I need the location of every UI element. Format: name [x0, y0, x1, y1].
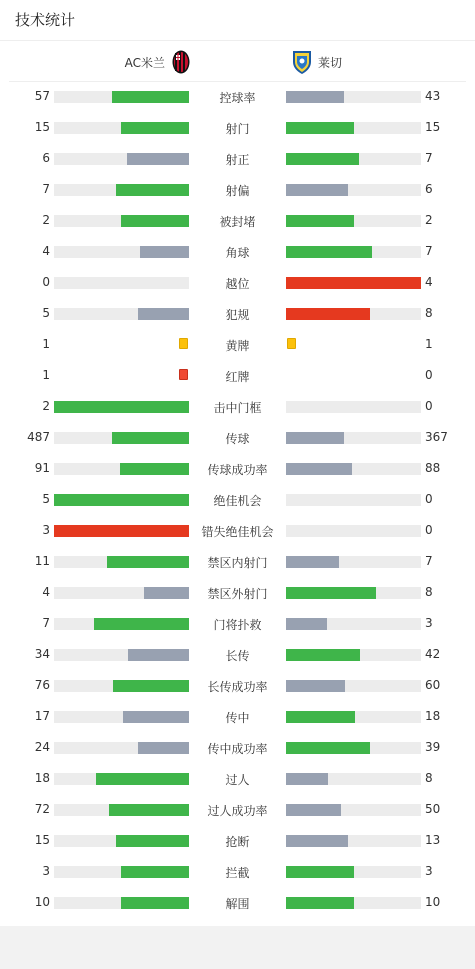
away-stat-value: 18 — [425, 709, 441, 723]
away-stat-value: 367 — [425, 430, 448, 444]
away-stat-bar — [286, 122, 421, 134]
home-stat-value: 3 — [42, 523, 50, 537]
away-stat-bar — [286, 711, 421, 723]
away-stat-bar — [286, 556, 421, 568]
stat-row — [0, 640, 475, 671]
home-stat-bar — [54, 91, 189, 103]
away-team-name: 莱切 — [318, 55, 343, 70]
yellow-card-icon — [179, 338, 188, 349]
away-stat-bar — [286, 91, 421, 103]
away-stat-value: 2 — [425, 213, 433, 227]
away-stat-value: 0 — [425, 399, 433, 413]
away-stat-bar — [286, 649, 421, 661]
home-stat-value: 17 — [34, 709, 50, 723]
away-stat-bar — [286, 215, 421, 227]
away-stat-bar-fill — [286, 91, 344, 103]
home-stat-bar — [54, 308, 189, 320]
home-stat-bar-fill — [138, 742, 189, 754]
home-stat-bar-fill — [127, 153, 189, 165]
stat-row — [0, 175, 475, 206]
stat-label: 传中 — [225, 711, 250, 725]
away-stat-bar — [286, 308, 421, 320]
home-stat-bar — [54, 618, 189, 630]
away-stat-bar-fill — [286, 711, 355, 723]
stat-label: 错失绝佳机会 — [201, 525, 274, 539]
red-card-icon — [179, 369, 188, 380]
stat-label: 射正 — [225, 153, 250, 167]
home-stat-bar — [54, 835, 189, 847]
home-stat-bar-fill — [144, 587, 189, 599]
stat-label: 抢断 — [225, 835, 250, 849]
stat-row — [0, 764, 475, 795]
home-stat-bar — [54, 246, 189, 258]
away-stat-value: 3 — [425, 616, 433, 630]
home-stat-value: 0 — [42, 275, 50, 289]
away-stat-value: 0 — [425, 368, 433, 382]
away-stat-bar-fill — [286, 649, 360, 661]
stat-row — [0, 578, 475, 609]
away-stat-bar-fill — [286, 556, 339, 568]
stat-label: 射门 — [225, 122, 250, 136]
away-stat-value: 7 — [425, 244, 433, 258]
stat-row — [0, 671, 475, 702]
home-stat-bar — [54, 277, 189, 289]
stat-row — [0, 392, 475, 423]
home-stat-bar — [54, 184, 189, 196]
stat-label: 禁区外射门 — [207, 587, 268, 601]
home-stat-bar — [54, 122, 189, 134]
away-stat-bar — [286, 773, 421, 785]
away-stat-bar-fill — [286, 308, 370, 320]
stat-label: 门将扑救 — [213, 618, 262, 632]
away-stat-value: 43 — [425, 89, 441, 103]
home-stat-bar — [54, 804, 189, 816]
home-team[interactable] — [125, 49, 191, 75]
home-stat-bar — [54, 463, 189, 475]
stat-row — [0, 113, 475, 144]
home-stat-value: 5 — [42, 306, 50, 320]
away-stat-bar-fill — [286, 277, 421, 289]
home-stat-bar-fill — [94, 618, 189, 630]
away-stat-bar-fill — [286, 835, 348, 847]
stat-row — [0, 299, 475, 330]
stat-label: 被封堵 — [219, 215, 256, 229]
stat-label: 越位 — [225, 277, 250, 291]
home-stat-value: 11 — [34, 554, 50, 568]
away-stat-bar — [286, 184, 421, 196]
home-stat-value: 7 — [42, 182, 50, 196]
away-stat-value: 15 — [425, 120, 441, 134]
home-stat-bar — [54, 711, 189, 723]
stat-label: 过人成功率 — [207, 804, 268, 818]
home-stat-bar-fill — [113, 680, 189, 692]
home-stat-bar-fill — [116, 835, 189, 847]
home-stat-value: 15 — [34, 120, 50, 134]
away-stat-bar-fill — [286, 897, 354, 909]
home-stat-bar-fill — [140, 246, 189, 258]
home-stat-bar — [54, 742, 189, 754]
stat-label: 传球 — [225, 432, 250, 446]
home-stat-bar — [54, 215, 189, 227]
home-stat-bar-fill — [116, 184, 189, 196]
stat-row — [0, 237, 475, 268]
away-stat-value: 88 — [425, 461, 441, 475]
away-stat-bar — [286, 835, 421, 847]
home-stat-value: 18 — [34, 771, 50, 785]
home-stat-value: 91 — [34, 461, 50, 475]
home-stat-value: 2 — [42, 213, 50, 227]
home-stat-value: 5 — [42, 492, 50, 506]
home-stat-bar-fill — [54, 525, 189, 537]
away-stat-value: 3 — [425, 864, 433, 878]
home-stat-bar-fill — [107, 556, 189, 568]
home-stat-bar-fill — [121, 897, 189, 909]
stats-list — [0, 82, 475, 926]
away-stat-bar — [286, 246, 421, 258]
home-stat-bar-fill — [121, 866, 189, 878]
stat-row — [0, 485, 475, 516]
home-stat-bar-fill — [120, 463, 189, 475]
home-stat-value: 3 — [42, 864, 50, 878]
away-stat-bar-fill — [286, 587, 376, 599]
away-stat-bar-fill — [286, 773, 328, 785]
stat-row — [0, 795, 475, 826]
stat-row — [0, 516, 475, 547]
home-stat-bar-fill — [54, 494, 189, 506]
page-title: 技术统计 — [0, 0, 475, 41]
stat-label: 射偏 — [225, 184, 250, 198]
stat-label: 解围 — [225, 897, 250, 911]
home-stat-bar-fill — [121, 215, 189, 227]
home-stat-bar — [54, 680, 189, 692]
home-stat-value: 76 — [34, 678, 50, 692]
away-stat-bar-fill — [286, 122, 354, 134]
away-stat-value: 0 — [425, 523, 433, 537]
away-stat-bar — [286, 587, 421, 599]
away-stat-value: 8 — [425, 771, 433, 785]
home-stat-bar — [54, 587, 189, 599]
home-stat-bar — [54, 897, 189, 909]
away-stat-value: 1 — [425, 337, 433, 351]
stat-row — [0, 268, 475, 299]
stat-label: 控球率 — [219, 91, 256, 105]
stat-row — [0, 702, 475, 733]
away-stat-bar — [286, 432, 421, 444]
home-stat-bar-fill — [96, 773, 189, 785]
stat-label: 传中成功率 — [207, 742, 268, 756]
stat-row — [0, 609, 475, 640]
stat-label: 拦截 — [225, 866, 250, 880]
stat-label: 长传 — [225, 649, 250, 663]
stat-row — [0, 454, 475, 485]
away-stat-value: 8 — [425, 306, 433, 320]
away-team[interactable] — [292, 49, 342, 75]
home-stat-value: 1 — [42, 368, 50, 382]
away-stat-bar — [286, 742, 421, 754]
home-stat-bar-fill — [54, 401, 189, 413]
stat-row — [0, 144, 475, 175]
away-stat-value: 7 — [425, 151, 433, 165]
home-stat-bar — [54, 153, 189, 165]
away-stat-bar-fill — [286, 804, 341, 816]
home-stat-value: 4 — [42, 244, 50, 258]
away-stat-bar-fill — [286, 680, 345, 692]
away-stat-bar — [286, 494, 421, 506]
away-stat-bar-fill — [286, 742, 370, 754]
away-stat-bar — [286, 866, 421, 878]
home-stat-bar — [54, 773, 189, 785]
away-stat-bar-fill — [286, 432, 344, 444]
home-stat-value: 57 — [34, 89, 50, 103]
stat-row — [0, 423, 475, 454]
home-stat-bar — [54, 401, 189, 413]
home-stat-bar-fill — [123, 711, 189, 723]
stat-row — [0, 733, 475, 764]
home-stat-bar-fill — [121, 122, 189, 134]
away-stat-bar — [286, 680, 421, 692]
home-team-name: AC米兰 — [124, 55, 165, 70]
stat-row — [0, 888, 475, 919]
home-stat-value: 10 — [34, 895, 50, 909]
teams-header — [9, 41, 466, 82]
home-stat-bar-fill — [138, 308, 189, 320]
away-stat-bar — [286, 618, 421, 630]
home-stat-value: 15 — [34, 833, 50, 847]
away-stat-value: 8 — [425, 585, 433, 599]
away-stat-bar — [286, 401, 421, 413]
stat-label: 长传成功率 — [207, 680, 268, 694]
lecce-crest-icon — [292, 49, 312, 75]
away-stat-bar-fill — [286, 866, 354, 878]
home-stat-bar — [54, 432, 189, 444]
stat-label: 传球成功率 — [207, 463, 268, 477]
away-stat-bar-fill — [286, 463, 352, 475]
away-stat-bar — [286, 525, 421, 537]
away-stat-value: 39 — [425, 740, 441, 754]
home-stat-bar — [54, 525, 189, 537]
away-stat-bar — [286, 277, 421, 289]
home-stat-value: 7 — [42, 616, 50, 630]
home-stat-bar — [54, 866, 189, 878]
away-stat-bar-fill — [286, 215, 354, 227]
home-stat-bar — [54, 494, 189, 506]
stat-row — [0, 206, 475, 237]
away-stat-bar-fill — [286, 153, 359, 165]
stat-row — [0, 361, 475, 392]
away-stat-value: 60 — [425, 678, 441, 692]
away-stat-bar-fill — [286, 246, 372, 258]
home-stat-value: 487 — [27, 430, 50, 444]
home-stat-bar-fill — [109, 804, 189, 816]
away-stat-bar — [286, 897, 421, 909]
home-stat-value: 24 — [34, 740, 50, 754]
away-stat-bar — [286, 153, 421, 165]
home-stat-value: 6 — [42, 151, 50, 165]
home-stat-bar-fill — [112, 432, 189, 444]
home-stat-value: 1 — [42, 337, 50, 351]
stat-label: 绝佳机会 — [213, 494, 262, 508]
stat-row — [0, 82, 475, 113]
home-stat-value: 34 — [34, 647, 50, 661]
home-stat-value: 2 — [42, 399, 50, 413]
away-stat-value: 4 — [425, 275, 433, 289]
home-stat-bar-fill — [128, 649, 189, 661]
home-stat-value: 4 — [42, 585, 50, 599]
home-stat-bar-fill — [112, 91, 189, 103]
away-stat-value: 42 — [425, 647, 441, 661]
ac-milan-crest-icon — [171, 49, 191, 75]
away-stat-value: 13 — [425, 833, 441, 847]
stat-label: 过人 — [225, 773, 250, 787]
away-stat-value: 7 — [425, 554, 433, 568]
away-stat-bar — [286, 804, 421, 816]
stat-label: 角球 — [225, 246, 250, 260]
away-stat-bar-fill — [286, 184, 348, 196]
stat-label: 禁区内射门 — [207, 556, 268, 570]
yellow-card-icon — [287, 338, 296, 349]
home-stat-bar — [54, 649, 189, 661]
away-stat-bar-fill — [286, 618, 327, 630]
away-stat-value: 10 — [425, 895, 441, 909]
stat-row — [0, 547, 475, 578]
stat-row — [0, 330, 475, 361]
stat-label: 红牌 — [225, 370, 250, 384]
away-stat-value: 50 — [425, 802, 441, 816]
home-stat-value: 72 — [34, 802, 50, 816]
stat-row — [0, 857, 475, 888]
home-stat-bar — [54, 556, 189, 568]
stat-label: 击中门框 — [213, 401, 262, 415]
stat-label: 黄牌 — [225, 339, 250, 353]
stat-row — [0, 826, 475, 857]
stat-label: 犯规 — [225, 308, 250, 322]
away-stat-value: 0 — [425, 492, 433, 506]
away-stat-bar — [286, 463, 421, 475]
away-stat-value: 6 — [425, 182, 433, 196]
